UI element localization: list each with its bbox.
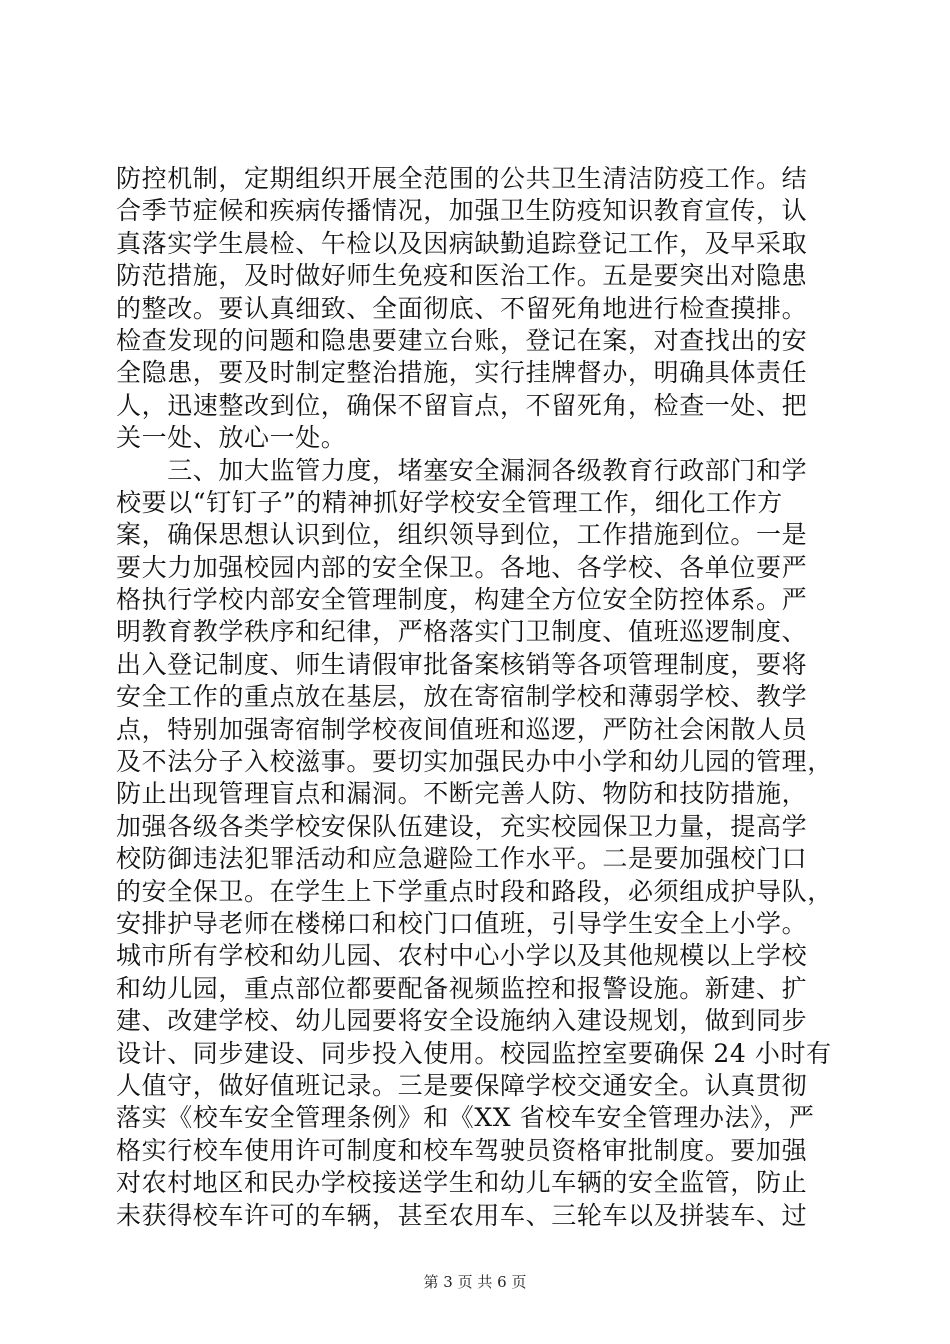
text-line: 安全工作的重点放在基层，放在寄宿制学校和薄弱学校、教学 [116,682,808,712]
text-line: 对农村地区和民办学校接送学生和幼儿车辆的安全监管，防止 [116,1168,808,1198]
text-line: 落实《校车安全管理条例》和《XX 省校车安全管理办法》，严 [116,1103,815,1133]
text-line: 真落实学生晨检、午检以及因病缺勤追踪登记工作，及早采取 [116,228,808,258]
text-line: 检查发现的问题和隐患要建立台账，登记在案，对查找出的安 [116,325,808,355]
body-text [116,163,836,1232]
text-line: 和幼儿园，重点部位都要配备视频监控和报警设施。新建、扩 [116,973,808,1003]
text-line: 点，特别加强寄宿制学校夜间值班和巡逻，严防社会闲散人员 [116,714,808,744]
text-line: 城市所有学校和幼儿园、农村中心小学以及其他规模以上学校 [116,941,808,971]
page-footer [0,1271,950,1292]
text-line: 三、加大监管力度，堵塞安全漏洞各级教育行政部门和学 [116,455,808,485]
text-line: 及不法分子入校滋事。要切实加强民办中小学和幼儿园的管理， [116,747,833,777]
text-line: 格执行学校内部安全管理制度，构建全方位安全防控体系。严 [116,585,808,615]
text-line: 全隐患，要及时制定整治措施，实行挂牌督办，明确具体责任 [116,358,808,388]
text-line: 加强各级各类学校安保队伍建设，充实校园保卫力量，提高学 [116,811,808,841]
text-line: 案，确保思想认识到位，组织领导到位，工作措施到位。一是 [116,520,808,550]
text-line: 防范措施，及时做好师生免疫和医治工作。五是要突出对隐患 [116,261,808,291]
text-line: 关一处、放心一处。 [116,423,347,453]
text-line: 明教育教学秩序和纪律，严格落实门卫制度、值班巡逻制度、 [116,617,808,647]
text-line: 合季节症候和疾病传播情况，加强卫生防疫知识教育宣传，认 [116,196,808,226]
text-line: 校防御违法犯罪活动和应急避险工作水平。二是要加强校门口 [116,844,808,874]
text-line: 建、改建学校、幼儿园要将安全设施纳入建设规划，做到同步 [116,1006,808,1036]
text-line: 的安全保卫。在学生上下学重点时段和路段，必须组成护导队， [116,876,833,906]
text-line: 要大力加强校园内部的安全保卫。各地、各学校、各单位要严 [116,552,808,582]
text-line: 防止出现管理盲点和漏洞。不断完善人防、物防和技防措施， [116,779,808,809]
text-line: 校要以“钉钉子”的精神抓好学校安全管理工作，细化工作方 [116,487,783,517]
text-line: 防控机制，定期组织开展全范围的公共卫生清洁防疫工作。结 [116,164,808,193]
text-line: 的整改。要认真细致、全面彻底、不留死角地进行检查摸排。 [116,293,808,323]
page-number: 第 3 页 共 6 页 [423,1273,527,1291]
text-line: 人，迅速整改到位，确保不留盲点，不留死角，检查一处、把 [116,390,808,420]
text-line: 未获得校车许可的车辆，甚至农用车、三轮车以及拼装车、过 [116,1200,808,1230]
text-line: 出入登记制度、师生请假审批备案核销等各项管理制度，要将 [116,649,808,679]
text-line: 安排护导老师在楼梯口和校门口值班，引导学生安全上小学。 [116,908,808,938]
text-line: 设计、同步建设、同步投入使用。校园监控室要确保 24 小时有 [116,1038,832,1068]
text-line: 格实行校车使用许可制度和校车驾驶员资格审批制度。要加强 [116,1135,808,1165]
text-line: 人值守，做好值班记录。三是要保障学校交通安全。认真贯彻 [116,1070,808,1100]
